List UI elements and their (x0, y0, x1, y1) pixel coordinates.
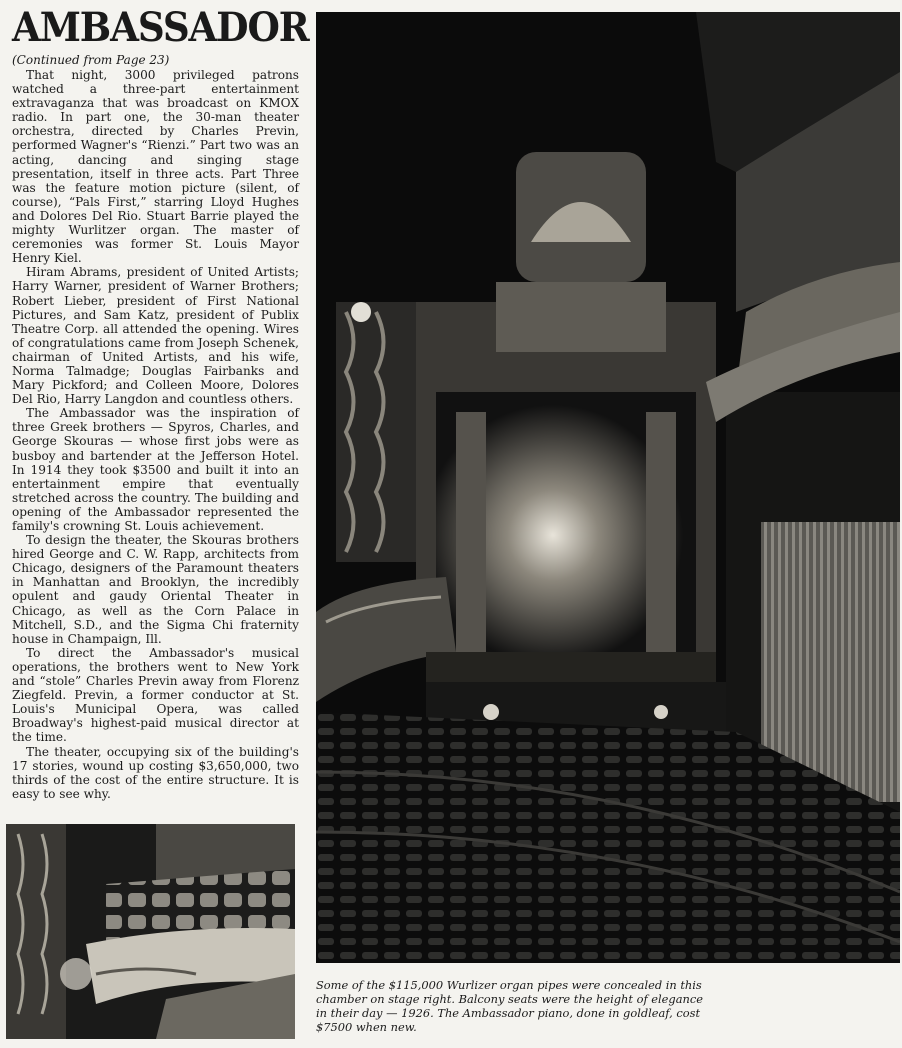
balcony-seats-photo (6, 824, 295, 1039)
article-paragraph: That night, 3000 privileged patrons watched a three-part entertainment extravaganza that was broadcast on KMOX radio. In part one, the 30-man theater orchestra, directed by Charles Previn, performed Wagner's “Rienzi.” Part two was an acting, dancing and singing stage presentation, itself in three acts. Part Three was the feature motion picture (silent, of course), “Pals First,” starring Lloyd Hughes and Dolores Del Rio. Stuart Barrie played the mighty Wurlitzer organ. The master of ceremonies was former St. Louis Mayor Henry Kiel. (12, 68, 299, 266)
theater-interior-photo (316, 12, 900, 963)
article-paragraph: To direct the Ambassador's musical operations, the brothers went to New York and “stole” Charles Previn away from Florenz Ziegfeld. Previn, a former conductor at St. Louis's Municipal Opera, was called Broadway's highest-paid musical director at the time. (12, 645, 299, 745)
article-paragraph: Hiram Abrams, president of United Artists; Harry Warner, president of Warner Brothers; Robert Lieber, president of First National Pictures, and Sam Katz, president of Publix Theatre Corp. all attended the opening. Wires of congratulations came from Joseph Schenek, chairman of United Artists, and his wife, Norma Talmadge; Douglas Fairbanks and Mary Pickford; and Colleen Moore, Dolores Del Rio, Harry Langdon and countless others. (12, 265, 299, 407)
article-headline: AMBASSADOR (12, 4, 309, 51)
article-paragraph: The Ambassador was the inspiration of three Greek brothers — Spyros, Charles, and George Skouras — whose first jobs were as busboy and bartender at the Jefferson Hotel. In 1914 they took $3500 and built it into an entertainment empire that eventually stretched across the country. The building and opening of the Ambassador represented the family's crowning St. Louis achievement. (12, 406, 299, 533)
continued-from-line: (Continued from Page 23) (12, 53, 170, 67)
article-paragraph: The theater, occupying six of the building's 17 stories, wound up costing $3,650,000, two thirds of the cost of the entire structure. It is easy to see why. (12, 744, 299, 801)
photo-caption: Some of the $115,000 Wurlizer organ pipes were concealed in this chamber on stage right. Balcony seats were the height of elegance in their day — 1926. The Ambassador piano, done in goldleaf, cost $7500 when new. (316, 978, 703, 1034)
article-body (12, 68, 299, 801)
article-paragraph: To design the theater, the Skouras brothers hired George and C. W. Rapp, architects from Chicago, designers of the Paramount theaters in Manhattan and Brooklyn, the incredibly opulent and gaudy Oriental Theater in Chicago, as well as the Corn Palace in Mitchell, S.D., and the Sigma Chi fraternity house in Champaign, Ill. (12, 533, 299, 646)
